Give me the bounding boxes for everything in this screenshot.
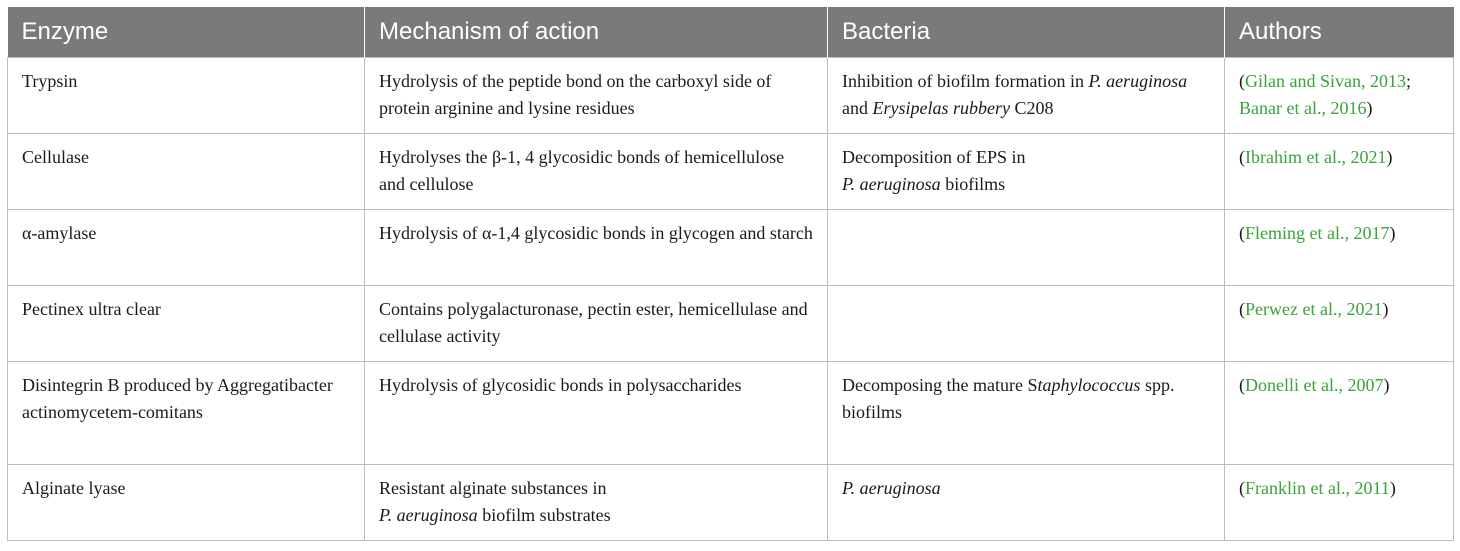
bacteria-text: Inhibition of biofilm formation in — [842, 70, 1089, 91]
species-name: Erysipelas rubbery — [872, 97, 1010, 118]
cell-bacteria — [828, 209, 1225, 285]
cell-mechanism: Hydrolysis of α-1,4 glycosidic bonds in glycogen and starch — [365, 209, 828, 285]
table-row — [8, 209, 1454, 285]
cell-authors — [1225, 361, 1454, 464]
bacteria-text: C208 — [1009, 97, 1054, 118]
cell-enzyme: Disintegrin B produced by Aggregatibacter actinomycetem-comitans — [8, 361, 365, 464]
species-name: P. aeruginosa — [1088, 70, 1188, 91]
paren-open: ( — [1239, 374, 1245, 395]
paren-open: ( — [1239, 222, 1245, 243]
table-header — [8, 7, 1454, 57]
table-body — [8, 57, 1454, 540]
bacteria-text: biofilms — [940, 173, 1006, 194]
cell-mechanism: Hydrolysis of glycosidic bonds in polysaccharides — [365, 361, 828, 464]
reference-link[interactable]: Donelli et al., 2007 — [1245, 374, 1384, 395]
cell-authors — [1225, 209, 1454, 285]
bacteria-text: Decomposing the mature S — [842, 374, 1038, 395]
bacteria-text: and — [842, 97, 873, 118]
paren-close: ) — [1389, 222, 1396, 243]
cell-bacteria — [828, 285, 1225, 361]
mechanism-text: Resistant alginate substances in — [379, 477, 607, 498]
reference-link[interactable]: Franklin et al., 2011 — [1245, 477, 1390, 498]
cell-mechanism: Hydrolyses the β-1, 4 glycosidic bonds of hemicellulose and cellulose — [365, 133, 828, 209]
table-row — [8, 464, 1454, 540]
cell-enzyme: Cellulase — [8, 133, 365, 209]
cell-mechanism: Contains polygalacturonase, pectin ester, hemicellulase and cellulase activity — [365, 285, 828, 361]
cell-enzyme: α-amylase — [8, 209, 365, 285]
cell-authors — [1225, 285, 1454, 361]
header-enzyme: Enzyme — [21, 17, 109, 45]
cell-authors — [1225, 464, 1454, 540]
table-row — [8, 285, 1454, 361]
cell-authors — [1225, 57, 1454, 133]
cell-mechanism: Hydrolysis of the peptide bond on the carboxyl side of protein arginine and lysine residues — [365, 57, 828, 133]
paren-open: ( — [1239, 298, 1245, 319]
cell-bacteria — [828, 361, 1225, 464]
cell-bacteria — [828, 133, 1225, 209]
header-authors: Authors — [1225, 7, 1454, 57]
species-name: taphylococcus — [1037, 374, 1141, 395]
cell-authors — [1225, 133, 1454, 209]
reference-link[interactable]: Ibrahim et al., 2021 — [1245, 146, 1387, 167]
bacteria-text: spp. biofilms — [842, 374, 1175, 422]
cell-enzyme: Trypsin — [8, 57, 365, 133]
paren-close: ) — [1386, 146, 1393, 167]
cell-bacteria — [828, 57, 1225, 133]
reference-link[interactable]: Banar et al., 2016 — [1239, 97, 1367, 118]
paren-open: ( — [1239, 70, 1245, 91]
cell-mechanism — [365, 464, 828, 540]
paren-close: ) — [1389, 477, 1396, 498]
cell-enzyme: Alginate lyase — [8, 464, 365, 540]
paren-close: ) — [1366, 97, 1373, 118]
reference-link[interactable]: Perwez et al., 2021 — [1245, 298, 1383, 319]
ref-separator: ; — [1405, 70, 1411, 91]
paren-close: ) — [1382, 298, 1389, 319]
paren-close: ) — [1383, 374, 1390, 395]
bacteria-text: Decomposition of EPS in — [842, 146, 1026, 167]
reference-link[interactable]: Gilan and Sivan, 2013 — [1245, 70, 1406, 91]
enzyme-table — [7, 7, 1454, 541]
table-row — [8, 133, 1454, 209]
paren-open: ( — [1239, 477, 1245, 498]
table-row — [8, 57, 1454, 133]
header-bacteria: Bacteria — [828, 7, 1225, 57]
table-row — [8, 361, 1454, 464]
paren-open: ( — [1239, 146, 1245, 167]
reference-link[interactable]: Fleming et al., 2017 — [1245, 222, 1390, 243]
header-row — [8, 7, 1454, 57]
enzyme-table-container — [7, 7, 1453, 541]
cell-enzyme: Pectinex ultra clear — [8, 285, 365, 361]
cell-bacteria — [828, 464, 1225, 540]
species-name: P. aeruginosa — [842, 173, 941, 194]
header-mechanism: Mechanism of action — [365, 7, 828, 57]
species-name: P. aeruginosa — [842, 477, 941, 498]
mechanism-text: biofilm substrates — [477, 504, 611, 525]
species-name: P. aeruginosa — [379, 504, 478, 525]
